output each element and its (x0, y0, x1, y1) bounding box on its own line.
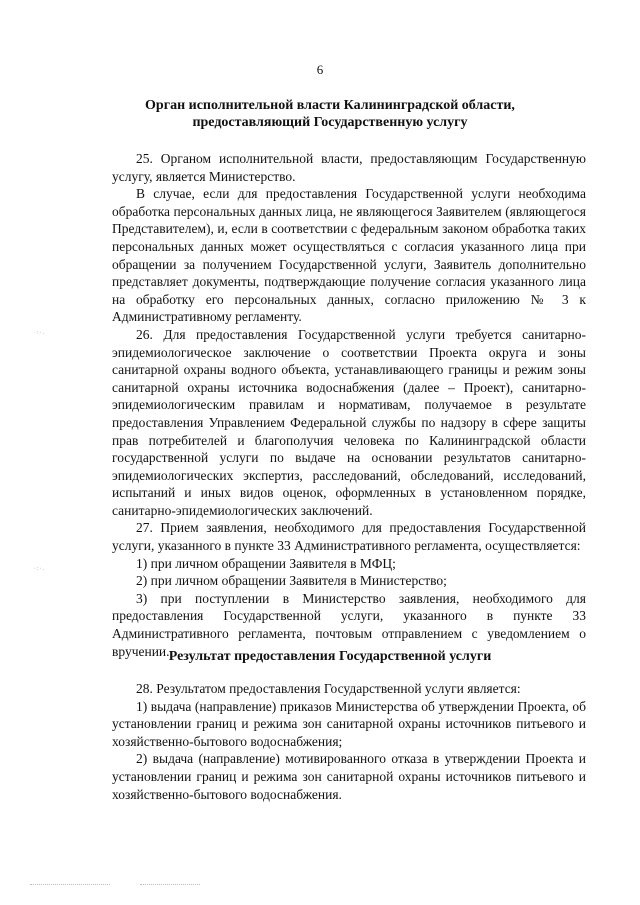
paragraph-consent: В случае, если для предоставления Государственной услуги необходима обработка персональных данных лица, не являющегося Заявителем (являющегося Представителем), и, если в соответствии с федеральным законом обработка таких персональных данных может осуществляться с согласия указанного лица при обращении за получением Государственной услуги, Заявитель дополнительно представляет документы, подтверждающие получение согласия указанного лица на обработку его персональных данных, согласно приложению № 3 к Административному регламенту. (112, 186, 586, 325)
list-item-ministry: 2) при личном обращении Заявителя в Министерство; (136, 573, 447, 589)
page-number: 6 (316, 62, 324, 77)
scan-footer-dots (30, 884, 110, 885)
scan-margin-mark: ·:·. (34, 566, 46, 572)
paragraph-27: 27. Прием заявления, необходимого для предоставления Государственной услуги, указанного в пункте 33 Административного регламента, осуществляется: (112, 520, 586, 554)
scan-footer-dots (140, 884, 200, 885)
section-title-line-1: Орган исполнительной власти Калининградской области, (145, 98, 515, 113)
section-title-authority (110, 97, 550, 131)
section-body-authority (112, 150, 586, 660)
section-title-line-2: предоставляющий Государственную услугу (192, 115, 468, 130)
section-title-result: Результат предоставления Государственной услуги (168, 649, 492, 664)
list-item-mail: 3) при поступлении в Министерство заявления, необходимого для предоставления Государственной услуги, указанного в пункте 33 Административного регламента, почтовым отправлением с уведомлением о вручении. (112, 590, 586, 659)
list-item-refusal: 2) выдача (направление) мотивированного отказа в утверждении Проекта и установлении границ и режима зон санитарной охраны источников питьевого и хозяйственно-бытового водоснабжения. (112, 751, 586, 802)
paragraph-25: 25. Органом исполнительной власти, предоставляющим Государственную услугу, является Министерство. (112, 151, 586, 184)
list-item-orders: 1) выдача (направление) приказов Министерства об утверждении Проекта, об установлении границ и режима зон санитарной охраны источников питьевого и хозяйственно-бытового водоснабжения; (112, 698, 586, 749)
section-body-result (112, 680, 586, 803)
scan-margin-mark: ·:·. (34, 330, 46, 336)
paragraph-26: 26. Для предоставления Государственной услуги требуется санитарно-эпидемиологическое заключение о соответствии Проекта округа и зоны санитарной охраны водного объекта, устанавливающего границы и режим зоны санитарной охраны источника водоснабжения (далее – Проект), санитарно-эпидемиологическим правилам и нормативам, получаемое в результате предоставления Управлением Федеральной службы по надзору в сфере защиты прав потребителей и благополучия человека по Калининградской области государственной услуги по выдаче на основании результатов санитарно-эпидемиологических экспертиз, расследований, обследований, исследований, испытаний и иных видов оценок, оформленных в установленном порядке, санитарно-эпидемиологических заключений. (112, 326, 586, 518)
paragraph-28: 28. Результатом предоставления Государственной услуги является: (136, 681, 521, 696)
list-item-mfc: 1) при личном обращении Заявителя в МФЦ; (136, 555, 396, 571)
